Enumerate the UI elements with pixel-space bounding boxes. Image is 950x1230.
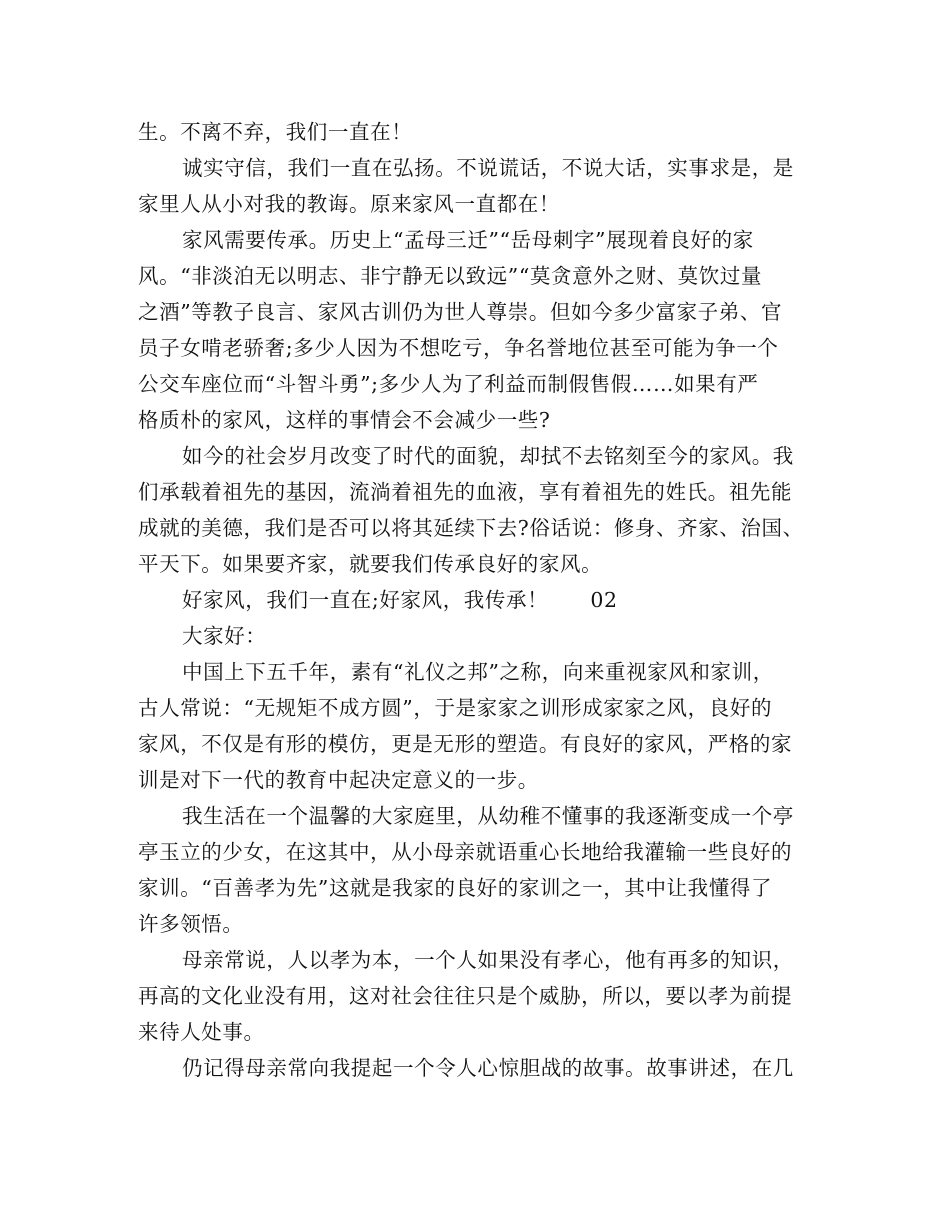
text-line: 仍记得母亲常向我提起一个令人心惊胆战的故事。故事讲述，在几 (182, 1056, 794, 1080)
body-text (138, 114, 818, 1086)
text-line: 之酒”等教子良言、家风古训仍为世人尊崇。但如今多少富家子弟、官 (138, 300, 783, 324)
text-line: 风。“非淡泊无以明志、非宁静无以致远”“莫贪意外之财、莫饮过量 (138, 264, 763, 288)
text-line: 诚实守信，我们一直在弘扬。不说谎话，不说大话，实事求是，是 (182, 156, 794, 180)
text-line: 员子女啃老骄奢;多少人因为不想吃亏，争名誉地位甚至可能为争一个 (138, 336, 779, 360)
text-line: 平天下。如果要齐家，就要我们传承良好的家风。 (138, 552, 603, 576)
text-line: 中国上下五千年，素有“礼仪之邦”之称，向来重视家风和家训， (182, 660, 774, 684)
greeting: 大家好： (182, 624, 267, 648)
text-line: 家训。“百善孝为先”这就是我家的良好的家训之一，其中让我懂得了 (138, 876, 773, 900)
text-line: 我生活在一个温馨的大家庭里，从幼稚不懂事的我逐渐变成一个亭 (182, 804, 794, 828)
text-line: 家里人从小对我的教诲。原来家风一直都在！ (138, 192, 560, 216)
text-line: 生。不离不弃，我们一直在！ (138, 120, 413, 144)
text-line: 成就的美德，我们是否可以将其延续下去?俗话说：修身、齐家、治国、 (138, 516, 804, 540)
text-line: 公交车座位而“斗智斗勇”;多少人为了利益而制假售假……如果有严 (138, 372, 759, 396)
text-line: 再高的文化业没有用，这对社会往往只是个威胁，所以，要以孝为前提 (138, 984, 793, 1008)
text-line: 家风，不仅是有形的模仿，更是无形的塑造。有良好的家风，严格的家 (138, 732, 793, 756)
text-line: 亭玉立的少女，在这其中，从小母亲就语重心长地给我灌输一些良好的 (138, 840, 793, 864)
text-line: 格质朴的家风，这样的事情会不会减少一些? (138, 408, 551, 432)
text-line: 如今的社会岁月改变了时代的面貌，却拭不去铭刻至今的家风。我 (182, 444, 794, 468)
text-line: 来待人处事。 (138, 1020, 265, 1044)
text-line: 许多领悟。 (138, 912, 244, 936)
text-line: 训是对下一代的教育中起决定意义的一步。 (138, 768, 539, 792)
text-line: 古人常说：“无规矩不成方圆”，于是家家之训形成家家之风，良好的 (138, 696, 773, 720)
text-line: 们承载着祖先的基因，流淌着祖先的血液，享有着祖先的姓氏。祖先能 (138, 480, 793, 504)
text-line: 好家风，我们一直在;好家风，我传承！ 02 (182, 588, 618, 612)
text-line: 母亲常说，人以孝为本，一个人如果没有孝心，他有再多的知识， (182, 948, 794, 972)
text-line: 家风需要传承。历史上“孟母三迁”“岳母刺字”展现着良好的家 (182, 228, 754, 252)
